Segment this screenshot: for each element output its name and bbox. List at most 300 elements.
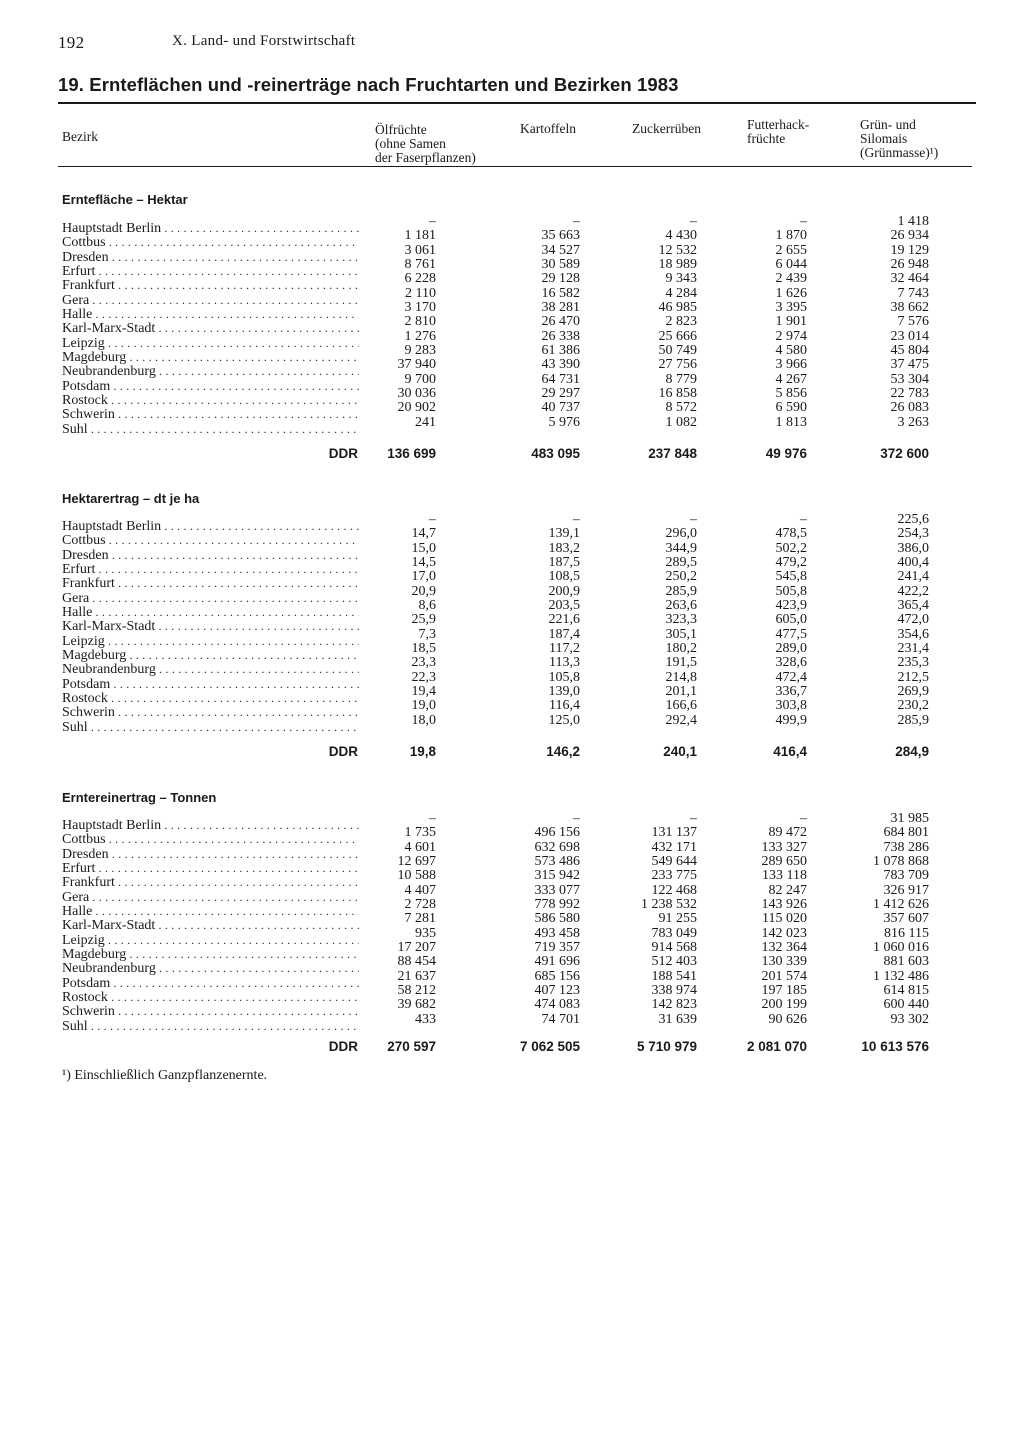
total-value-oelfruechte: 19,8	[409, 744, 436, 759]
table-cell: 26 338	[541, 329, 580, 344]
table-cell: 1 082	[665, 415, 697, 430]
district-name: Erfurt . . .	[62, 861, 359, 875]
column-header-zuckerrueben: Zuckerrüben	[632, 121, 701, 136]
table-cell: 496 156	[534, 826, 580, 841]
table-cell: 19,0	[411, 699, 436, 714]
table-cell: 37 940	[397, 358, 436, 373]
table-cell: 5 976	[548, 415, 580, 430]
table-cell: 3 395	[775, 301, 807, 316]
table-cell: 7 281	[404, 912, 436, 927]
table-cell: 289,5	[665, 556, 697, 571]
total-value-kartoffeln: 483 095	[531, 446, 580, 461]
table-cell: 1 060 016	[873, 941, 929, 956]
district-name: Schwerin . . .	[62, 407, 359, 421]
table-cell: 1 412 626	[873, 898, 929, 913]
table-cell: 433	[415, 1012, 436, 1027]
table-cell: 139,1	[548, 527, 580, 542]
table-cell: 201,1	[665, 685, 697, 700]
table-cell: 200,9	[548, 584, 580, 599]
table-cell: 289,0	[775, 642, 807, 657]
table-cell: 2 728	[404, 898, 436, 913]
table-cell: 285,9	[665, 584, 697, 599]
table-cell: –	[800, 215, 807, 229]
table-cell: 4 601	[404, 840, 436, 855]
table-cell: 26 934	[890, 229, 929, 244]
table-cell: 505,8	[775, 584, 807, 599]
table-cell: 20,9	[411, 584, 436, 599]
table-cell: 292,4	[665, 713, 697, 728]
table-cell: 38 662	[890, 301, 929, 316]
district-names	[62, 818, 359, 1033]
district-name: Neubrandenburg . . .	[62, 662, 359, 676]
total-value-futterhackfruechte: 2 081 070	[746, 1039, 807, 1054]
table-cell: 214,8	[665, 670, 697, 685]
table-cell: 3 170	[404, 301, 436, 316]
total-value-zuckerrueben: 237 848	[648, 446, 697, 461]
table-cell: 422,2	[897, 584, 929, 599]
table-cell: 35 663	[541, 229, 580, 244]
table-cell: 1 418	[897, 215, 929, 229]
table-cell: –	[690, 513, 697, 527]
table-cell: 17 207	[397, 941, 436, 956]
table-cell: 502,2	[775, 541, 807, 556]
district-name: Dresden . . .	[62, 847, 359, 861]
table-cell: 1 181	[404, 229, 436, 244]
column-header-futterhackfruechte: Futterhack- früchte	[747, 117, 810, 146]
table-cell: 23,3	[411, 656, 436, 671]
page-number: 192	[58, 33, 85, 52]
table-cell: 285,9	[897, 713, 929, 728]
table-cell: 333 077	[534, 883, 580, 898]
district-name: Frankfurt . . .	[62, 875, 359, 889]
table-cell: 89 472	[768, 826, 807, 841]
table-cell: 305,1	[665, 627, 697, 642]
district-names	[62, 519, 359, 734]
column-oelfruechte	[346, 812, 436, 1027]
column-zuckerrueben	[607, 215, 697, 430]
table-cell: 29 297	[541, 387, 580, 402]
table-cell: 1 078 868	[873, 855, 929, 870]
total-value-gruen-silomais: 284,9	[895, 744, 929, 759]
district-name: Leipzig . . .	[62, 634, 359, 648]
table-cell: 82 247	[768, 883, 807, 898]
table-cell: 241,4	[897, 570, 929, 585]
table-cell: 7 743	[897, 286, 929, 301]
table-cell: 29 128	[541, 272, 580, 287]
table-cell: 303,8	[775, 699, 807, 714]
table-cell: 2 823	[665, 315, 697, 330]
total-label: DDR	[328, 1039, 358, 1054]
table-cell: –	[800, 812, 807, 826]
table-cell: 4 284	[665, 286, 697, 301]
table-cell: 600 440	[883, 998, 929, 1013]
table-cell: 131 137	[651, 826, 697, 841]
table-cell: 685 156	[534, 969, 580, 984]
table-cell: 143 926	[761, 898, 807, 913]
table-cell: 738 286	[883, 840, 929, 855]
total-value-oelfruechte: 136 699	[387, 446, 436, 461]
table-cell: –	[573, 812, 580, 826]
district-name: Frankfurt . . .	[62, 576, 359, 590]
column-gruen-silomais	[839, 513, 929, 728]
table-cell: 479,2	[775, 556, 807, 571]
column-zuckerrueben	[607, 513, 697, 728]
table-cell: 231,4	[897, 642, 929, 657]
table-cell: 12 697	[397, 855, 436, 870]
table-cell: 142 823	[651, 998, 697, 1013]
column-header-oelfruechte: Ölfrüchte (ohne Samen der Faserpflanzen)	[375, 122, 476, 165]
table-cell: 201 574	[761, 969, 807, 984]
district-name: Dresden . . .	[62, 548, 359, 562]
table-cell: 21 637	[397, 969, 436, 984]
table-cell: 881 603	[883, 955, 929, 970]
district-name: Hauptstadt Berlin . . .	[62, 221, 359, 235]
total-label: DDR	[328, 446, 358, 461]
table-cell: 183,2	[548, 541, 580, 556]
district-name: Rostock . . .	[62, 691, 359, 705]
column-kartoffeln	[490, 812, 580, 1027]
table-cell: 19,4	[411, 685, 436, 700]
total-value-gruen-silomais: 372 600	[880, 446, 929, 461]
table-cell: –	[429, 513, 436, 527]
table-cell: –	[429, 812, 436, 826]
district-name: Schwerin . . .	[62, 1004, 359, 1018]
table-cell: 17,0	[411, 570, 436, 585]
table-cell: 605,0	[775, 613, 807, 628]
table-cell: 15,0	[411, 541, 436, 556]
table-cell: 2 439	[775, 272, 807, 287]
table-cell: 31 639	[658, 1012, 697, 1027]
table-cell: 212,5	[897, 670, 929, 685]
table-cell: 783 709	[883, 869, 929, 884]
table-cell: 1 735	[404, 826, 436, 841]
table-cell: 130 339	[761, 955, 807, 970]
table-cell: 108,5	[548, 570, 580, 585]
table-cell: 18,5	[411, 642, 436, 657]
table-cell: 289 650	[761, 855, 807, 870]
table-cell: 18,0	[411, 713, 436, 728]
district-name: Magdeburg . . .	[62, 350, 359, 364]
table-cell: 74 701	[541, 1012, 580, 1027]
table-cell: 187,4	[548, 627, 580, 642]
district-name: Gera . . .	[62, 293, 359, 307]
table-cell: 20 902	[397, 401, 436, 416]
table-cell: 474 083	[534, 998, 580, 1013]
table-title: 19. Ernteflächen und -reinerträge nach Fruchtarten und Bezirken 1983	[58, 74, 679, 95]
table-cell: –	[573, 513, 580, 527]
table-cell: 472,4	[775, 670, 807, 685]
district-name: Potsdam . . .	[62, 677, 359, 691]
district-name: Halle . . .	[62, 904, 359, 918]
column-gruen-silomais	[839, 812, 929, 1027]
column-kartoffeln	[490, 215, 580, 430]
table-cell: 16 858	[658, 387, 697, 402]
table-cell: 9 343	[665, 272, 697, 287]
district-name: Rostock . . .	[62, 393, 359, 407]
total-value-zuckerrueben: 5 710 979	[636, 1039, 697, 1054]
column-oelfruechte	[346, 215, 436, 430]
district-name: Suhl . . .	[62, 720, 359, 734]
district-name: Hauptstadt Berlin . . .	[62, 818, 359, 832]
table-cell: 354,6	[897, 627, 929, 642]
table-cell: 12 532	[658, 243, 697, 258]
district-name: Suhl . . .	[62, 1019, 359, 1033]
table-cell: 90 626	[768, 1012, 807, 1027]
table-cell: 250,2	[665, 570, 697, 585]
district-name: Gera . . .	[62, 591, 359, 605]
table-cell: 344,9	[665, 541, 697, 556]
table-cell: 10 588	[397, 869, 436, 884]
section-title: Erntefläche – Hektar	[62, 192, 188, 207]
table-cell: 27 756	[658, 358, 697, 373]
table-cell: 1 626	[775, 286, 807, 301]
column-futterhackfruechte	[717, 215, 807, 430]
table-cell: 5 856	[775, 387, 807, 402]
table-cell: 336,7	[775, 685, 807, 700]
table-cell: 133 327	[761, 840, 807, 855]
table-cell: 6 590	[775, 401, 807, 416]
table-cell: 6 228	[404, 272, 436, 287]
table-cell: 477,5	[775, 627, 807, 642]
column-header-kartoffeln: Kartoffeln	[520, 121, 576, 136]
table-cell: 423,9	[775, 599, 807, 614]
table-cell: 9 283	[404, 344, 436, 359]
table-cell: 37 475	[890, 358, 929, 373]
table-cell: 125,0	[548, 713, 580, 728]
district-name: Halle . . .	[62, 605, 359, 619]
district-name: Potsdam . . .	[62, 976, 359, 990]
district-name: Cottbus . . .	[62, 832, 359, 846]
table-cell: 18 989	[658, 258, 697, 273]
table-cell: 254,3	[897, 527, 929, 542]
total-value-futterhackfruechte: 416,4	[773, 744, 807, 759]
header-rule-bottom	[58, 166, 972, 167]
table-cell: –	[690, 215, 697, 229]
table-cell: 407 123	[534, 984, 580, 999]
table-cell: 493 458	[534, 926, 580, 941]
table-cell: 8 779	[665, 372, 697, 387]
district-name: Rostock . . .	[62, 990, 359, 1004]
table-cell: 7,3	[418, 627, 436, 642]
table-cell: 32 464	[890, 272, 929, 287]
table-cell: 783 049	[651, 926, 697, 941]
table-cell: 549 644	[651, 855, 697, 870]
district-name: Cottbus . . .	[62, 235, 359, 249]
table-cell: 914 568	[651, 941, 697, 956]
district-name: Magdeburg . . .	[62, 947, 359, 961]
table-cell: 9 700	[404, 372, 436, 387]
table-cell: 935	[415, 926, 436, 941]
table-cell: 778 992	[534, 898, 580, 913]
table-cell: 116,4	[549, 699, 580, 714]
table-cell: 684 801	[883, 826, 929, 841]
table-cell: 93 302	[890, 1012, 929, 1027]
table-cell: 338 974	[651, 984, 697, 999]
table-cell: 365,4	[897, 599, 929, 614]
table-cell: 91 255	[658, 912, 697, 927]
district-name: Dresden . . .	[62, 250, 359, 264]
table-cell: 166,6	[665, 699, 697, 714]
table-cell: 4 430	[665, 229, 697, 244]
column-gruen-silomais	[839, 215, 929, 430]
district-name: Gera . . .	[62, 890, 359, 904]
table-cell: 26 948	[890, 258, 929, 273]
table-cell: –	[573, 215, 580, 229]
table-cell: 16 582	[541, 286, 580, 301]
table-cell: 323,3	[665, 613, 697, 628]
table-cell: 14,7	[411, 527, 436, 542]
table-cell: 26 470	[541, 315, 580, 330]
table-cell: 233 775	[651, 869, 697, 884]
table-cell: 58 212	[397, 984, 436, 999]
total-value-futterhackfruechte: 49 976	[765, 446, 807, 461]
column-zuckerrueben	[607, 812, 697, 1027]
column-header-gruen-silomais: Grün- und Silomais (Grünmasse)¹)	[860, 117, 939, 160]
table-cell: 34 527	[541, 243, 580, 258]
table-cell: 14,5	[411, 556, 436, 571]
column-oelfruechte	[346, 513, 436, 728]
table-cell: 180,2	[665, 642, 697, 657]
table-cell: 188 541	[651, 969, 697, 984]
table-cell: 2 655	[775, 243, 807, 258]
table-cell: 225,6	[897, 513, 929, 527]
table-cell: –	[690, 812, 697, 826]
table-cell: 2 810	[404, 315, 436, 330]
table-cell: 230,2	[897, 699, 929, 714]
table-cell: 19 129	[890, 243, 929, 258]
table-cell: –	[800, 513, 807, 527]
table-cell: 472,0	[897, 613, 929, 628]
table-cell: 50 749	[658, 344, 697, 359]
table-cell: 4 267	[775, 372, 807, 387]
table-cell: 105,8	[548, 670, 580, 685]
table-cell: 30 589	[541, 258, 580, 273]
table-cell: 545,8	[775, 570, 807, 585]
table-cell: 4 580	[775, 344, 807, 359]
district-name: Schwerin . . .	[62, 705, 359, 719]
table-cell: 122 468	[651, 883, 697, 898]
table-cell: 614 815	[883, 984, 929, 999]
district-name: Erfurt . . .	[62, 264, 359, 278]
table-cell: 315 942	[534, 869, 580, 884]
table-cell: 1 901	[775, 315, 807, 330]
district-name: Leipzig . . .	[62, 336, 359, 350]
table-cell: 1 238 532	[641, 898, 697, 913]
district-name: Frankfurt . . .	[62, 278, 359, 292]
table-cell: 7 576	[897, 315, 929, 330]
chapter-heading: X. Land- und Forstwirtschaft	[172, 33, 356, 49]
table-cell: 1 276	[404, 329, 436, 344]
district-name: Karl-Marx-Stadt . . .	[62, 619, 359, 633]
table-cell: 1 870	[775, 229, 807, 244]
table-cell: 191,5	[665, 656, 697, 671]
table-cell: 113,3	[549, 656, 580, 671]
table-cell: 43 390	[541, 358, 580, 373]
section-title: Hektarertrag – dt je ha	[62, 491, 200, 506]
table-cell: 512 403	[651, 955, 697, 970]
table-cell: 2 974	[775, 329, 807, 344]
table-cell: 328,6	[775, 656, 807, 671]
table-cell: 115 020	[762, 912, 807, 927]
column-kartoffeln	[490, 513, 580, 728]
table-cell: 132 364	[761, 941, 807, 956]
table-cell: 1 132 486	[873, 969, 929, 984]
table-cell: 3 263	[897, 415, 929, 430]
table-cell: 8 572	[665, 401, 697, 416]
table-cell: 187,5	[548, 556, 580, 571]
table-cell: 22 783	[890, 387, 929, 402]
table-cell: 40 737	[541, 401, 580, 416]
table-cell: 30 036	[397, 387, 436, 402]
district-name: Neubrandenburg . . .	[62, 364, 359, 378]
district-name: Erfurt . . .	[62, 562, 359, 576]
table-cell: 386,0	[897, 541, 929, 556]
table-cell: –	[429, 215, 436, 229]
total-value-kartoffeln: 7 062 505	[519, 1039, 580, 1054]
table-cell: 816 115	[884, 926, 929, 941]
table-cell: 4 407	[404, 883, 436, 898]
table-cell: 61 386	[541, 344, 580, 359]
district-name: Suhl . . .	[62, 422, 359, 436]
table-cell: 719 357	[534, 941, 580, 956]
district-name: Neubrandenburg . . .	[62, 961, 359, 975]
table-cell: 269,9	[897, 685, 929, 700]
table-cell: 88 454	[397, 955, 436, 970]
district-name: Halle . . .	[62, 307, 359, 321]
table-cell: 200 199	[761, 998, 807, 1013]
total-value-oelfruechte: 270 597	[387, 1039, 436, 1054]
table-cell: 1 813	[775, 415, 807, 430]
table-cell: 26 083	[890, 401, 929, 416]
table-cell: 573 486	[534, 855, 580, 870]
table-cell: 357 607	[883, 912, 929, 927]
table-cell: 25 666	[658, 329, 697, 344]
table-cell: 478,5	[775, 527, 807, 542]
column-futterhackfruechte	[717, 812, 807, 1027]
table-cell: 263,6	[665, 599, 697, 614]
table-cell: 296,0	[665, 527, 697, 542]
table-cell: 45 804	[890, 344, 929, 359]
section-title: Erntereinertrag – Tonnen	[62, 790, 217, 805]
table-cell: 53 304	[890, 372, 929, 387]
column-header-bezirk: Bezirk	[62, 129, 98, 144]
table-cell: 491 696	[534, 955, 580, 970]
table-cell: 326 917	[883, 883, 929, 898]
table-cell: 203,5	[548, 599, 580, 614]
district-name: Magdeburg . . .	[62, 648, 359, 662]
district-name: Potsdam . . .	[62, 379, 359, 393]
table-cell: 197 185	[761, 984, 807, 999]
table-cell: 400,4	[897, 556, 929, 571]
table-cell: 25,9	[411, 613, 436, 628]
table-cell: 23 014	[890, 329, 929, 344]
total-value-zuckerrueben: 240,1	[663, 744, 697, 759]
district-name: Cottbus . . .	[62, 533, 359, 547]
table-cell: 22,3	[411, 670, 436, 685]
column-futterhackfruechte	[717, 513, 807, 728]
header-rule-top	[58, 102, 976, 104]
district-names	[62, 221, 359, 436]
table-cell: 432 171	[651, 840, 697, 855]
table-cell: 139,0	[548, 685, 580, 700]
table-cell: 38 281	[541, 301, 580, 316]
district-name: Leipzig . . .	[62, 933, 359, 947]
total-value-kartoffeln: 146,2	[546, 744, 580, 759]
table-cell: 241	[415, 415, 436, 430]
table-cell: 142 023	[761, 926, 807, 941]
total-label: DDR	[328, 744, 358, 759]
table-cell: 6 044	[775, 258, 807, 273]
